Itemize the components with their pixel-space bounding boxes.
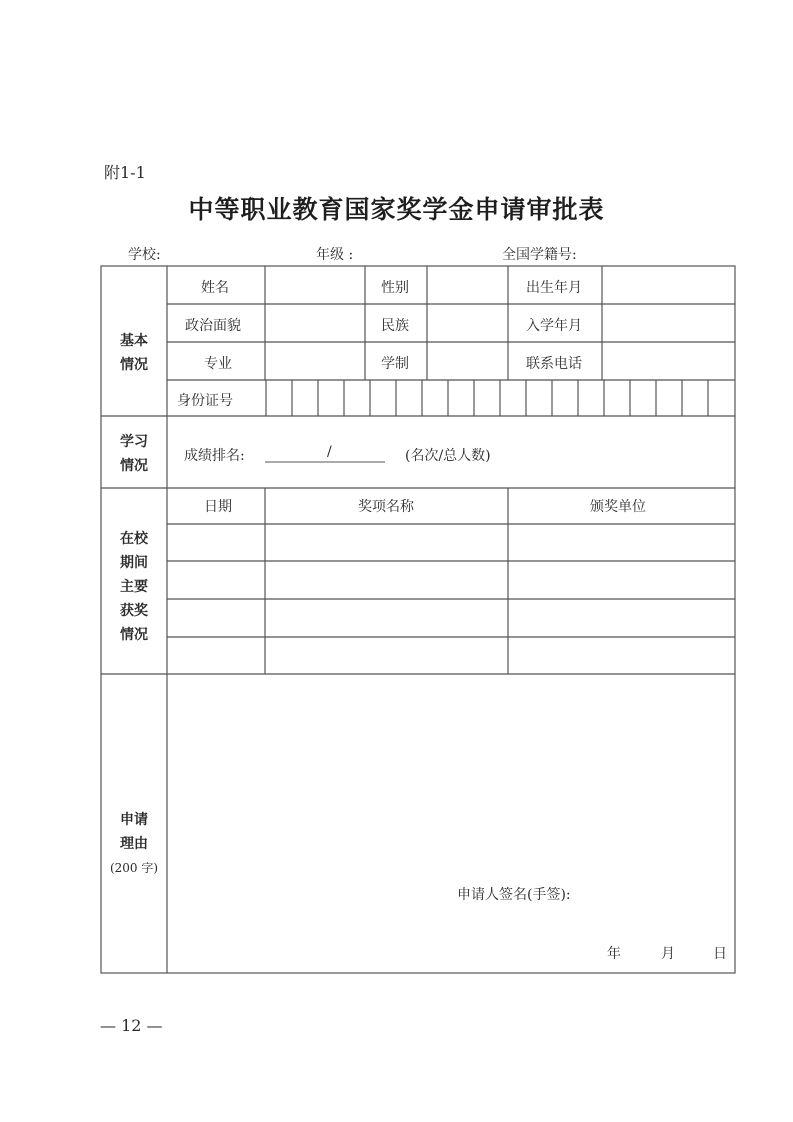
- col-issuer-header: 颁奖单位: [590, 499, 646, 515]
- political-label: 政治面貌: [185, 318, 241, 334]
- col-award-header: 奖项名称: [358, 499, 414, 515]
- col-date-header: 日期: [204, 499, 232, 515]
- duration-label: 学制: [381, 356, 409, 372]
- section-awards: 在校 期间 主要 获奖 情况: [120, 531, 148, 643]
- section-reason: 申请 理由 (200 字): [109, 812, 159, 875]
- form-title: 中等职业教育国家奖学金申请审批表: [188, 195, 605, 224]
- date-year: 年: [607, 946, 621, 962]
- ethnicity-label: 民族: [381, 318, 409, 334]
- rank-slash: /: [327, 444, 332, 460]
- student-id-label: 全国学籍号:: [502, 247, 577, 263]
- name-label: 姓名: [201, 280, 229, 296]
- rank-note: (名次/总人数): [405, 448, 491, 464]
- date-month: 月: [661, 946, 675, 962]
- section-study-info: 学习 情况: [120, 434, 148, 474]
- major-label: 专业: [204, 356, 232, 372]
- page-number: — 12 —: [100, 1016, 163, 1035]
- form-border: [101, 266, 735, 973]
- birth-label: 出生年月: [526, 280, 582, 296]
- phone-label: 联系电话: [526, 356, 582, 372]
- rank-label: 成绩排名:: [184, 448, 245, 464]
- signature-label: 申请人签名(手签):: [457, 887, 571, 903]
- grade-label: 年级 :: [316, 247, 354, 263]
- id-label: 身份证号: [177, 393, 233, 409]
- annex-label: 附1-1: [104, 163, 146, 182]
- school-label: 学校:: [128, 247, 161, 263]
- enroll-label: 入学年月: [526, 318, 582, 334]
- section-basic-info: 基本 情况: [120, 333, 148, 373]
- date-day: 日: [713, 946, 727, 962]
- gender-label: 性别: [381, 280, 409, 296]
